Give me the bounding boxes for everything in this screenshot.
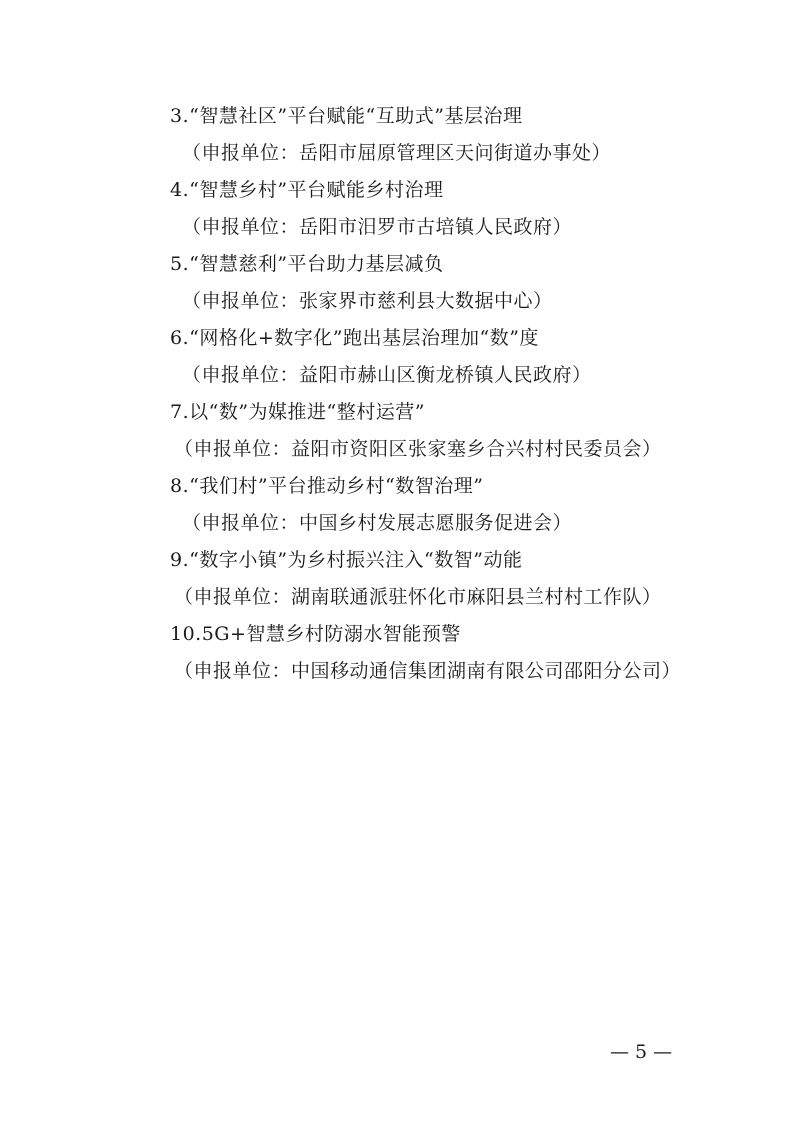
item-applicant: （申报单位：岳阳市屈原管理区天问街道办事处）: [182, 142, 612, 164]
item-title: 10.5G+智慧乡村防溺水智能预警: [170, 623, 461, 645]
item-title: 4.“智慧乡村”平台赋能乡村治理: [170, 179, 444, 201]
item-applicant: （申报单位：张家界市慈利县大数据中心）: [182, 290, 553, 312]
item-title: 3.“智慧社区”平台赋能“互助式”基层治理: [170, 105, 523, 127]
page-number: — 5 —: [610, 1041, 673, 1063]
item-applicant: （申报单位：益阳市资阳区张家塞乡合兴村村民委员会）: [174, 438, 662, 460]
item-title: 5.“智慧慈利”平台助力基层减负: [170, 253, 444, 275]
item-applicant: （申报单位：中国乡村发展志愿服务促进会）: [182, 512, 573, 534]
list-item: [170, 320, 730, 394]
list-item: [170, 246, 730, 320]
item-title: 7.以“数”为媒推进“整村运营”: [170, 401, 425, 423]
list-item: [170, 542, 730, 616]
item-title: 9.“数字小镇”为乡村振兴注入“数智”动能: [170, 549, 523, 571]
project-list: [170, 98, 730, 690]
item-title: 8.“我们村”平台推动乡村“数智治理”: [170, 475, 484, 497]
item-applicant: （申报单位：益阳市赫山区衡龙桥镇人民政府）: [182, 364, 592, 386]
list-item: [170, 98, 730, 172]
list-item: [170, 616, 730, 690]
item-applicant: （申报单位：湖南联通派驻怀化市麻阳县兰村村工作队）: [174, 586, 662, 608]
list-item: [170, 172, 730, 246]
item-applicant: （申报单位：中国移动通信集团湖南有限公司邵阳分公司）: [174, 660, 682, 682]
list-item: [170, 468, 730, 542]
item-title: 6.“网格化+数字化”跑出基层治理加“数”度: [170, 327, 539, 349]
item-applicant: （申报单位：岳阳市汨罗市古培镇人民政府）: [182, 216, 573, 238]
list-item: [170, 394, 730, 468]
